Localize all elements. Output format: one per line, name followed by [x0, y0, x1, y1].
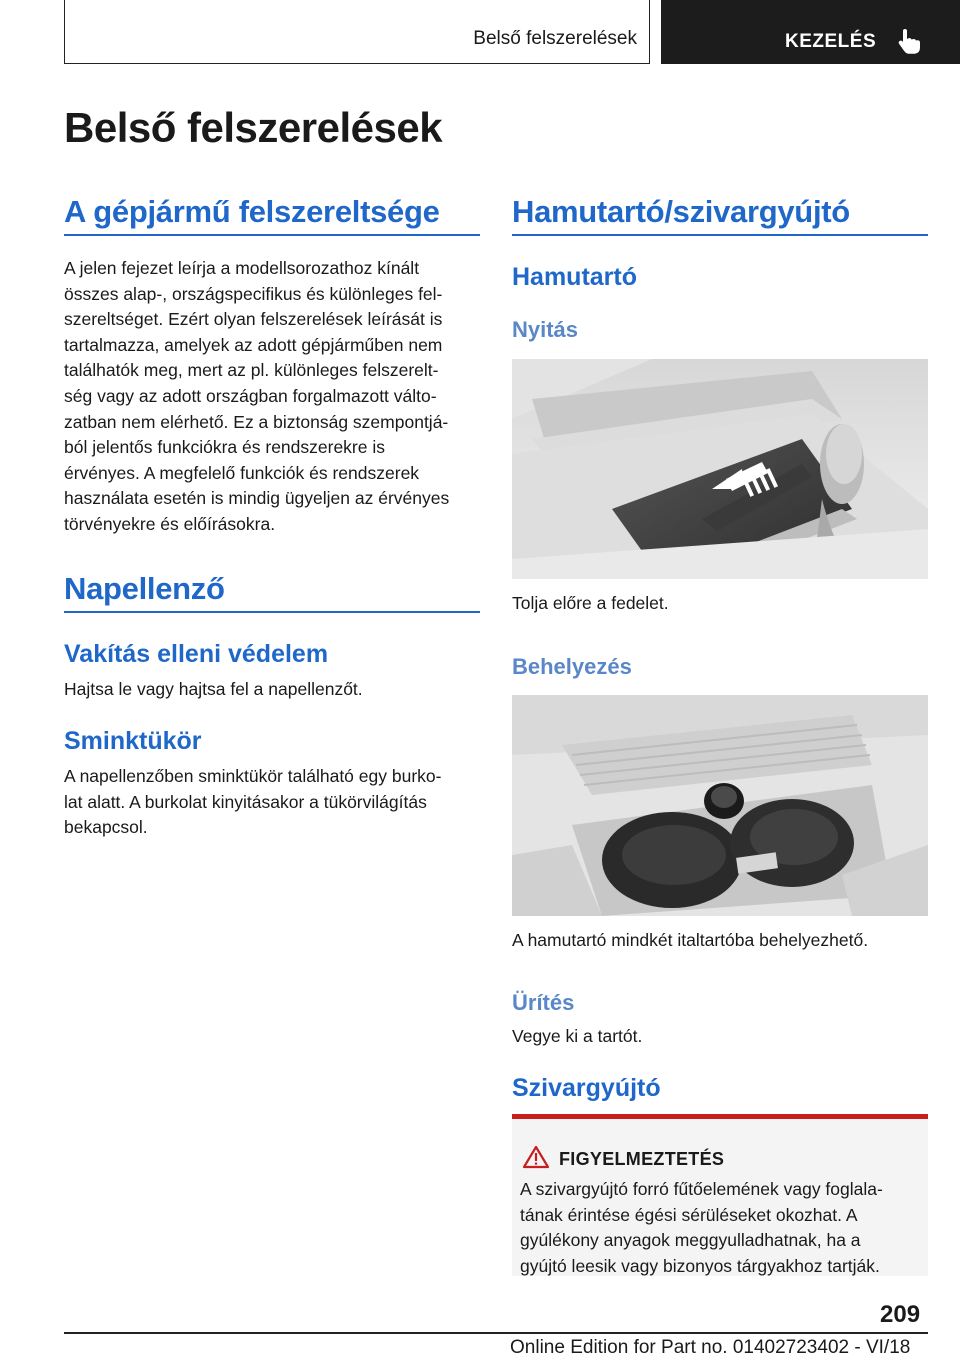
inserting-caption: A hamutartó mindkét italtartóba behelyezhető. — [512, 930, 869, 950]
glare-protection-heading: Vakítás elleni védelem — [64, 640, 329, 668]
equipment-text-line: találhatók meg, mert az pl. különleges felszerelt- — [64, 360, 439, 381]
vanity-mirror-text-line: bekapcsol. — [64, 817, 148, 838]
vanity-mirror-text-line: A napellenzőben sminktükör található egy burko- — [64, 766, 442, 786]
emptying-heading: Ürítés — [512, 990, 575, 1015]
warning-text-line: gyújtó leesik vagy bizonyos tárgyakhoz tartják. — [520, 1255, 880, 1276]
ashtray-opening-photo — [512, 359, 928, 579]
inserting-heading: Behelyezés — [512, 654, 632, 679]
header-section-title: Belső felszerelések — [473, 28, 637, 49]
warning-triangle-icon — [522, 1145, 550, 1169]
equipment-text-line: törvényekre és előírásokra. — [64, 513, 276, 534]
equipment-paragraph — [64, 256, 480, 538]
warning-text-line: tának érintése égési sérüléseket okozhat. A — [520, 1204, 858, 1225]
warning-text-line: gyúlékony anyagok meggyulladhatnak, ha a — [520, 1230, 861, 1251]
hand-pointer-icon — [894, 27, 922, 55]
vanity-mirror-heading: Sminktükör — [64, 727, 202, 755]
cigarette-lighter-heading: Szivargyújtó — [512, 1074, 661, 1102]
sunvisor-heading: Napellenző — [64, 571, 225, 606]
page-number: 209 — [880, 1301, 921, 1328]
edition-footer: Online Edition for Part no. 01402723402 - VI/18 — [510, 1337, 911, 1358]
equipment-text-line: ség vagy az adott országban forgalmazott válto- — [64, 385, 437, 406]
warning-title: FIGYELMEZTETÉS — [559, 1149, 725, 1169]
ashtray-lighter-heading-rule — [512, 234, 928, 236]
equipment-heading: A gépjármű felszereltsége — [64, 194, 440, 229]
equipment-text-line: zatban nem elérhető. Ez a biztonság szempontjá- — [64, 411, 449, 432]
emptying-text: Vegye ki a tartót. — [512, 1026, 643, 1046]
warning-box — [512, 1114, 928, 1276]
ashtray-lighter-heading: Hamutartó/szivargyújtó — [512, 194, 850, 229]
vanity-mirror-paragraph — [64, 764, 480, 841]
header-section-box — [64, 0, 650, 64]
equipment-text-line: összes alap-, országspecifikus és különleges fel- — [64, 283, 443, 304]
opening-caption: Tolja előre a fedelet. — [512, 593, 669, 613]
equipment-text-line: használata esetén is mindig ügyeljen az érvényes — [64, 488, 450, 509]
equipment-text-line: ból jelentős funkciókra és rendszerekre is — [64, 437, 385, 458]
equipment-text-line: tartalmazza, amelyek az adott gépjárműben nem — [64, 334, 443, 355]
vanity-mirror-text-line: lat alatt. A burkolat kinyitásakor a tükörvilágítás — [64, 791, 427, 812]
equipment-text-line: A jelen fejezet leírja a modellsorozathoz kínált — [64, 258, 420, 278]
ashtray-inserting-photo — [512, 695, 928, 916]
warning-text-line: A szivargyújtó forró fűtőelemének vagy foglala- — [520, 1179, 883, 1199]
equipment-text-line: érvényes. A megfelelő funkciók és rendszerek — [64, 462, 420, 483]
glare-protection-text: Hajtsa le vagy hajtsa fel a napellenzőt. — [64, 679, 363, 699]
equipment-text-line: szereltséget. Ezért olyan felszerelések leírását is — [64, 309, 443, 330]
warning-paragraph — [520, 1177, 924, 1279]
equipment-heading-rule — [64, 234, 480, 236]
header-chapter-title: KEZELÉS — [785, 31, 877, 52]
opening-heading: Nyitás — [512, 317, 579, 342]
sunvisor-heading-rule — [64, 611, 480, 613]
ashtray-heading: Hamutartó — [512, 263, 638, 291]
footer-rule — [64, 1332, 928, 1334]
page-title: Belső felszerelések — [64, 104, 443, 151]
